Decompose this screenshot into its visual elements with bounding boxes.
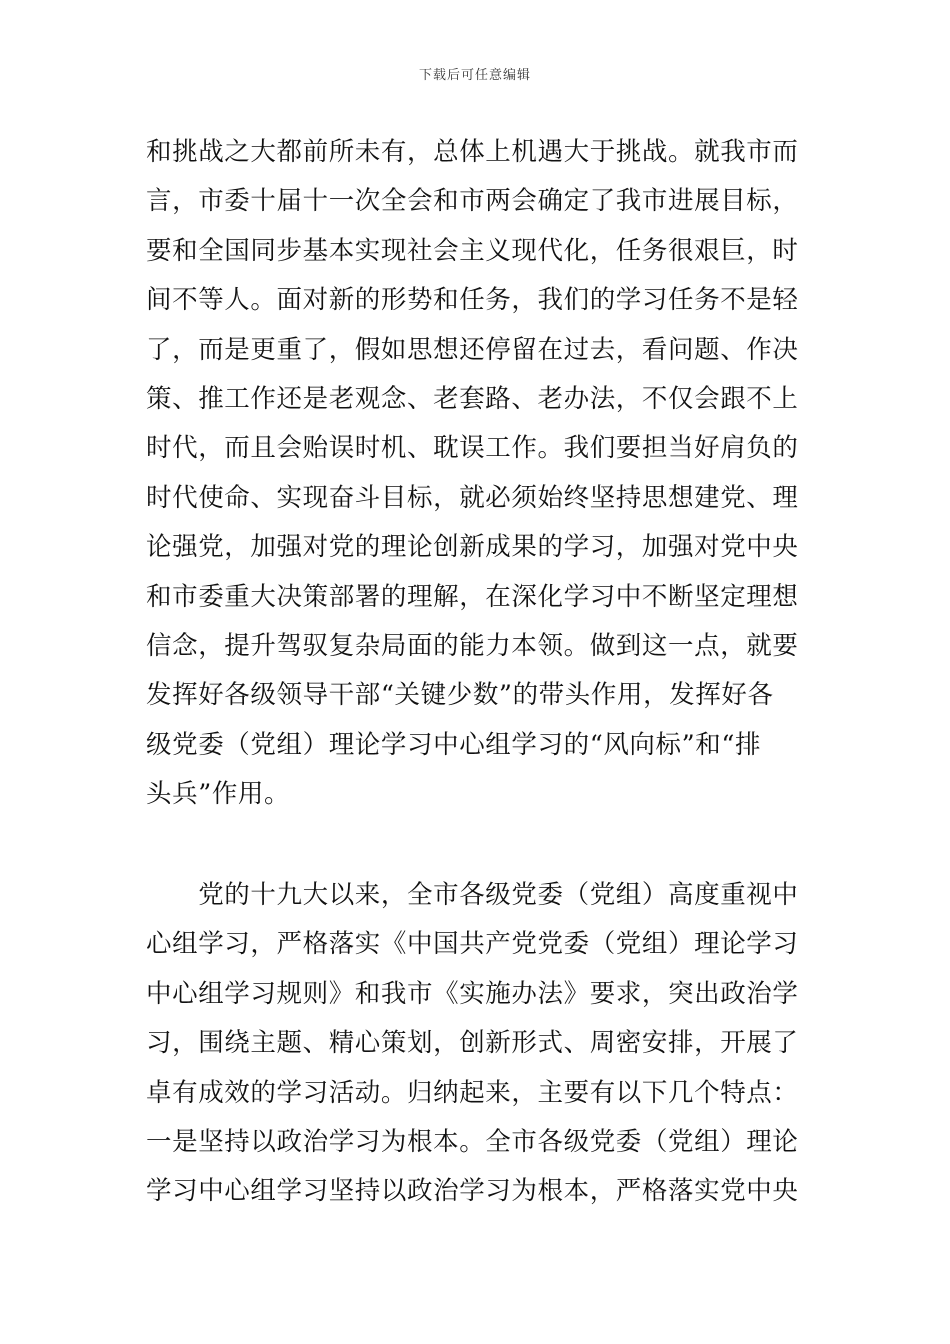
text-line: 发挥好各级领导干部“关键少数”的带头作用，发挥好各 (146, 680, 774, 711)
text-line: 学习中心组学习坚持以政治学习为根本，严格落实党中央 (146, 1176, 799, 1207)
text-line: 时代，而且会贻误时机、耽误工作。我们要担当好肩负的 (146, 433, 799, 464)
paragraph-1 (146, 128, 799, 819)
text-line: 头兵”作用。 (146, 779, 291, 810)
text-line: 心组学习，严格落实《中国共产党党委（党组）理论学习 (146, 929, 799, 960)
text-line: 策、推工作还是老观念、老套路、老办法，不仅会跟不上 (146, 383, 799, 414)
text-line: 时代使命、实现奋斗目标，就必须始终坚持思想建党、理 (146, 482, 799, 513)
page-header: 下载后可任意编辑 (418, 68, 531, 83)
text-line: 信念，提升驾驭复杂局面的能力本领。做到这一点，就要 (146, 630, 799, 661)
text-line: 级党委（党组）理论学习中心组学习的“风向标”和“排 (146, 729, 762, 760)
paragraph-2 (146, 871, 799, 1217)
text-line: 了，而是更重了，假如思想还停留在过去，看问题、作决 (146, 334, 799, 365)
text-line: 卓有成效的学习活动。归纳起来，主要有以下几个特点： (146, 1077, 799, 1108)
text-line: 中心组学习规则》和我市《实施办法》要求，突出政治学 (146, 978, 799, 1009)
text-line: 党的十九大以来，全市各级党委（党组）高度重视中 (146, 880, 799, 910)
text-line: 和市委重大决策部署的理解，在深化学习中不断坚定理想 (146, 581, 799, 612)
text-line: 和挑战之大都前所未有，总体上机遇大于挑战。就我市而 (146, 137, 799, 167)
text-line: 间不等人。面对新的形势和任务，我们的学习任务不是轻 (146, 285, 799, 316)
text-line: 习，围绕主题、精心策划，创新形式、周密安排，开展了 (146, 1028, 799, 1059)
text-line: 言，市委十届十一次全会和市两会确定了我市进展目标， (146, 186, 799, 217)
text-line: 要和全国同步基本实现社会主义现代化，任务很艰巨，时 (146, 235, 799, 266)
text-line: 论强党，加强对党的理论创新成果的学习，加强对党中央 (146, 532, 799, 563)
text-line: 一是坚持以政治学习为根本。全市各级党委（党组）理论 (146, 1126, 799, 1157)
